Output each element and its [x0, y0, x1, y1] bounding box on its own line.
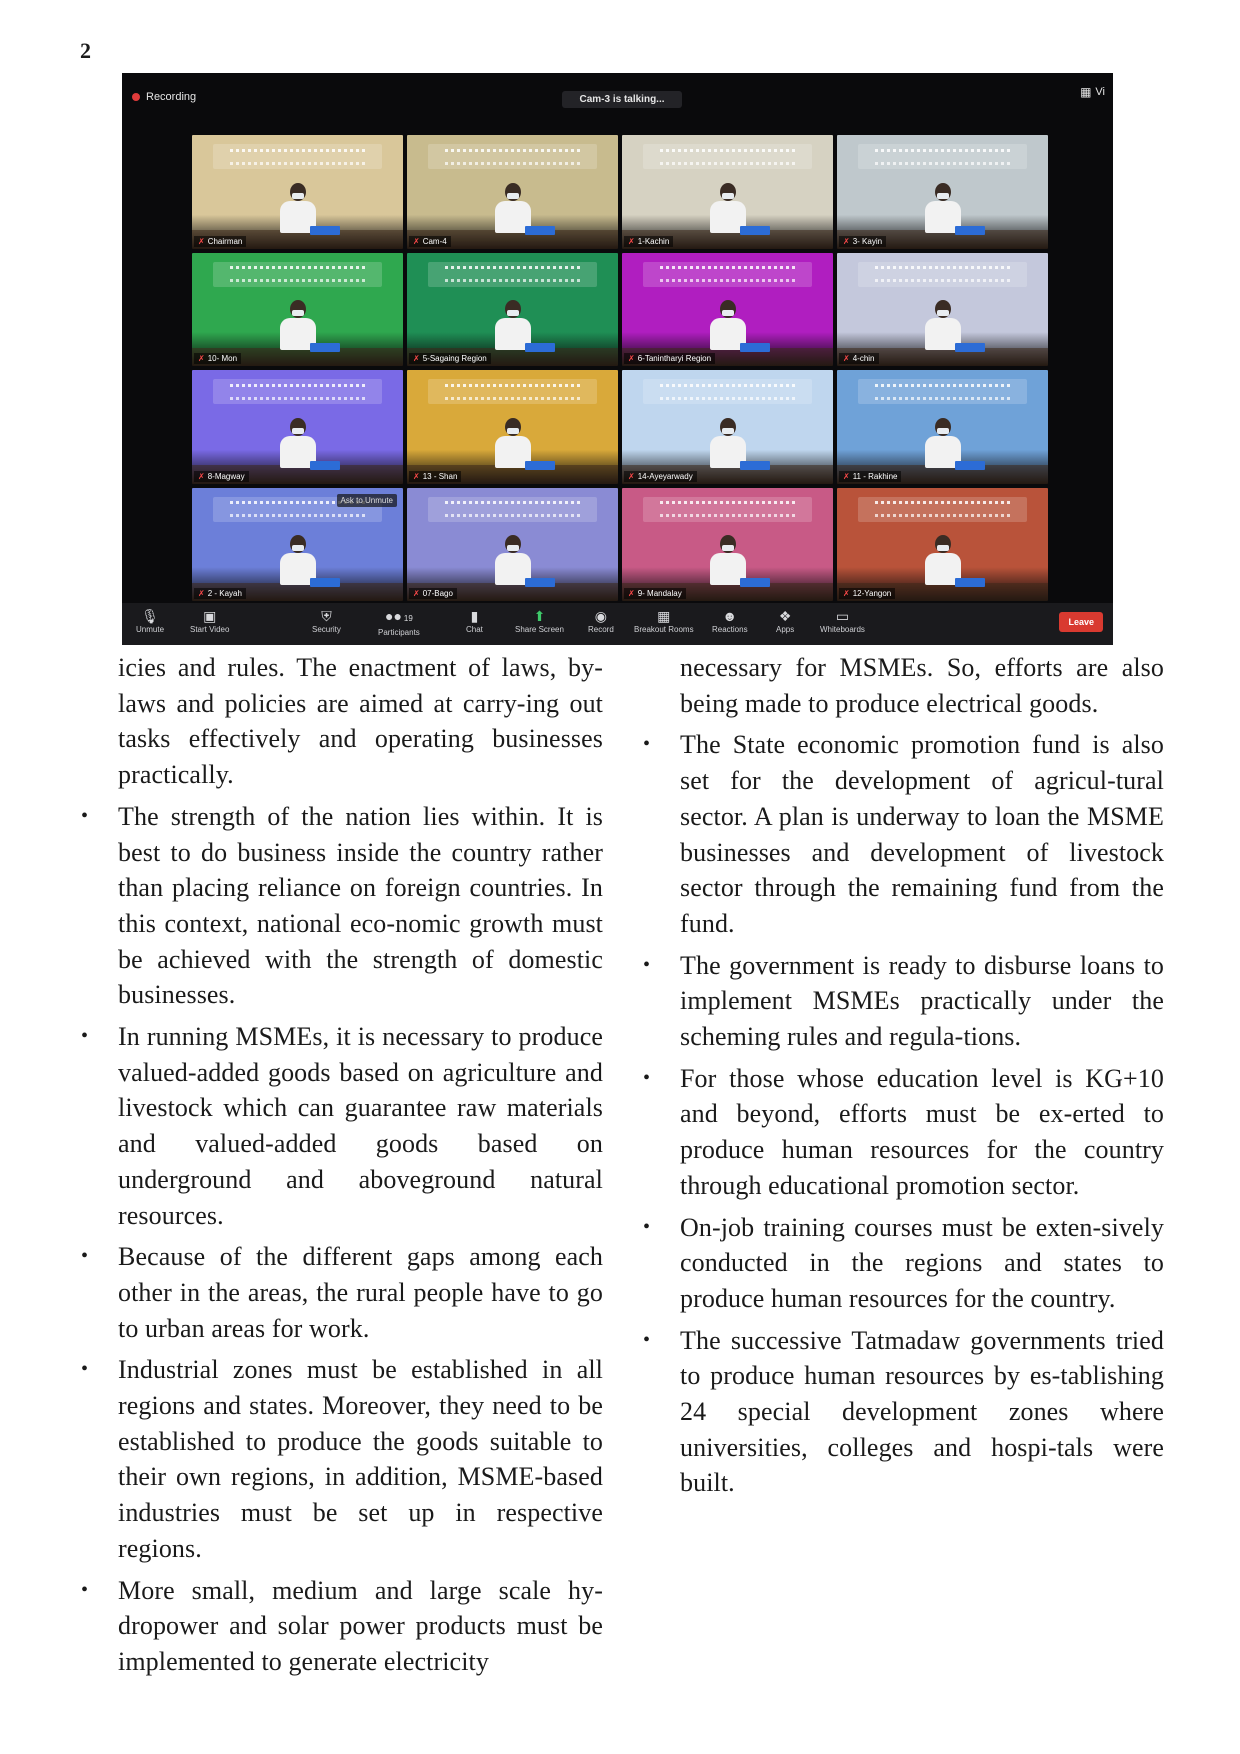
participant-tile	[407, 253, 618, 367]
tile-banner	[428, 497, 597, 522]
breakout-rooms-label: Breakout Rooms	[634, 625, 694, 634]
participant-name: 11 - Rakhine	[852, 471, 898, 481]
mic-off-icon: ✗	[198, 589, 205, 598]
nameplate	[955, 461, 985, 470]
bullet-text: • On-job training courses must be exten-sively conducted in the regions and states to produce human resources for the country.	[680, 1212, 1164, 1313]
start-video-control	[190, 607, 229, 634]
view-label: Vi	[1095, 86, 1105, 98]
participant-tile	[407, 370, 618, 484]
participant-name-label	[409, 236, 451, 247]
unmute-label: Unmute	[136, 625, 165, 634]
participant-name: 07-Bago	[422, 589, 453, 598]
record-control	[588, 607, 614, 634]
bullet-text: • The successive Tatmadaw governments tried to produce human resources by es-tablishing 24 special development zones where universities, colleges and hospi-tals were built.	[680, 1325, 1164, 1498]
tile-banner	[643, 144, 812, 169]
tile-banner	[213, 379, 382, 404]
reactions-label: Reactions	[712, 625, 748, 634]
right-lead-paragraph: necessary for MSMEs. So, efforts are also being made to produce electrical goods.	[680, 653, 1164, 718]
video-off-icon: ▣	[203, 608, 217, 624]
chat-bubble-icon: ▮	[470, 608, 479, 624]
participant-name-label	[624, 588, 686, 599]
mic-off-icon: ✗	[628, 236, 635, 246]
participants-count: 19	[403, 614, 413, 623]
share-screen-icon: ⬆	[533, 608, 546, 624]
participant-tile	[622, 370, 833, 484]
participant-name: 4-chin	[852, 354, 875, 363]
whiteboard-icon: ▭	[835, 608, 850, 624]
tile-banner	[428, 379, 597, 404]
nameplate	[310, 343, 340, 352]
apps-control	[776, 607, 794, 634]
bullet-text: • For those whose education level is KG+10 and beyond, efforts must be ex-erted to produce human resources for the country through educational promotion sector.	[680, 1063, 1164, 1200]
participant-name: Chairman	[207, 236, 243, 246]
mic-off-icon: ✗	[198, 354, 205, 363]
mic-off-icon: ✗	[843, 354, 850, 363]
tile-banner	[213, 262, 382, 287]
recording-dot-icon	[132, 93, 140, 101]
tile-banner	[428, 144, 597, 169]
nameplate	[310, 461, 340, 470]
meeting-toolbar	[122, 603, 1113, 645]
tile-banner	[643, 497, 812, 522]
bullet-item	[118, 1573, 603, 1680]
security-control	[312, 607, 341, 634]
participants-control	[378, 607, 420, 637]
participant-name: 5-Sagaing Region	[422, 354, 487, 363]
participant-name-label	[839, 236, 886, 247]
participant-name: 1-Kachin	[637, 236, 670, 246]
tile-banner	[213, 144, 382, 169]
bullet-item	[680, 1210, 1164, 1317]
participant-tile	[622, 488, 833, 602]
participant-tile	[837, 135, 1048, 249]
participant-name-label	[624, 353, 715, 364]
unmute-control	[136, 607, 164, 634]
right-bullet-list	[680, 727, 1164, 1501]
chat-label: Chat	[466, 625, 483, 634]
bullet-item	[118, 1239, 603, 1346]
bullet-text: • The government is ready to disburse loans to implement MSMEs practically under the scheming rules and regula-tions.	[680, 950, 1164, 1052]
participant-name: 6-Tanintharyi Region	[637, 354, 712, 363]
participant-name: 12-Yangon	[852, 589, 892, 598]
participant-tile	[192, 370, 403, 484]
mic-off-icon: ✗	[413, 589, 420, 598]
record-label: Record	[588, 625, 614, 634]
leave-button: Leave	[1059, 612, 1103, 632]
ask-to-unmute-label: Ask to Unmute	[337, 494, 397, 507]
mic-off-icon: ✗	[843, 471, 850, 481]
participant-name: 3- Kayin	[852, 236, 883, 246]
mic-off-icon: ✗	[628, 589, 635, 598]
mic-off-icon: ✗	[628, 471, 635, 481]
nameplate	[740, 343, 770, 352]
bullet-item	[680, 948, 1164, 1055]
nameplate	[740, 461, 770, 470]
active-speaker-label: Cam-3 is talking...	[562, 91, 682, 108]
bullet-item	[680, 1061, 1164, 1204]
participant-name-label	[839, 353, 879, 364]
participant-name: 2 - Kayah	[207, 589, 242, 598]
share-screen-label: Share Screen	[515, 625, 564, 634]
participant-tile	[407, 488, 618, 602]
participant-name-label	[624, 471, 697, 482]
left-column	[118, 650, 603, 1680]
nameplate	[525, 226, 555, 235]
participant-gallery	[192, 135, 1048, 601]
participant-name-label	[839, 588, 895, 599]
microphone-muted-icon: 🎙	[141, 608, 159, 624]
bullet-item	[118, 1019, 603, 1233]
nameplate	[740, 226, 770, 235]
mic-off-icon: ✗	[843, 236, 850, 246]
share-screen-control	[515, 607, 564, 634]
participant-name: 14-Ayeyarwady	[637, 471, 693, 481]
participants-icon: ●● 19	[384, 608, 413, 624]
participant-name: 9- Mandalay	[637, 589, 682, 598]
participant-name-label	[409, 588, 457, 599]
participant-name-label	[409, 471, 461, 482]
left-bullet-list	[118, 799, 603, 1680]
bullet-text: • The State economic promotion fund is also set for the development of agricul-tural sector. A plan is underway to loan the MSME businesses and development of livestock sector through the remaining fund from the fund.	[680, 730, 1164, 938]
apps-label: Apps	[776, 625, 795, 634]
mic-off-icon: ✗	[843, 589, 850, 598]
participant-name: Cam-4	[422, 236, 447, 246]
security-label: Security	[312, 625, 341, 634]
nameplate	[955, 343, 985, 352]
tile-banner	[858, 144, 1027, 169]
participant-name-label	[624, 236, 673, 247]
nameplate	[525, 461, 555, 470]
participant-name: 10- Mon	[207, 354, 238, 363]
video-conference-photo	[122, 73, 1113, 645]
smiley-icon: ☻	[722, 608, 738, 624]
bullet-text: • In running MSMEs, it is necessary to produce valued-added goods based on agriculture and livestock which can guarantee raw materials and valued-added goods based on underground and aboveground natural resources.	[118, 1022, 603, 1230]
right-column	[680, 650, 1164, 1501]
participant-name-label	[194, 353, 241, 364]
participant-tile	[192, 488, 403, 602]
mic-off-icon: ✗	[198, 471, 205, 481]
breakout-rooms-control	[634, 607, 694, 634]
bullet-text: • The strength of the nation lies within. It is best to do business inside the country rather than placing reliance on foreign countries. In this context, national eco-nomic growth must be achieved with the strength of domestic businesses.	[118, 801, 603, 1010]
breakout-rooms-icon: ▦	[657, 608, 671, 624]
tile-banner	[643, 379, 812, 404]
participants-label: Participants	[378, 628, 420, 637]
chat-control	[466, 607, 483, 634]
nameplate	[740, 578, 770, 587]
whiteboards-label: Whiteboards	[820, 625, 865, 634]
nameplate	[310, 226, 340, 235]
reactions-control	[712, 607, 748, 634]
mic-off-icon: ✗	[198, 236, 205, 246]
tile-banner	[858, 262, 1027, 287]
nameplate	[310, 578, 340, 587]
nameplate	[525, 343, 555, 352]
tile-banner	[643, 262, 812, 287]
participant-tile	[622, 253, 833, 367]
nameplate	[525, 578, 555, 587]
participant-tile	[407, 135, 618, 249]
participant-name: 8-Magway	[207, 471, 245, 481]
participant-name-label	[194, 471, 249, 482]
participant-tile	[192, 253, 403, 367]
left-lead-paragraph: icies and rules. The enactment of laws, by-laws and policies are aimed at carry-ing out tasks effectively and operating businesses practically.	[118, 653, 603, 790]
mic-off-icon: ✗	[413, 236, 420, 246]
start-video-label: Start Video	[190, 625, 230, 634]
tile-banner	[428, 262, 597, 287]
bullet-text: • Because of the different gaps among each other in the areas, the rural people have to go to urban areas for work.	[118, 1242, 603, 1343]
participant-name: 13 - Shan	[422, 471, 458, 481]
participant-name-label	[194, 236, 246, 247]
participant-name-label	[409, 353, 491, 364]
bullet-item	[680, 727, 1164, 941]
grid-view-icon: ▦	[1080, 85, 1092, 99]
tile-banner	[858, 497, 1027, 522]
participant-tile	[622, 135, 833, 249]
page-number: 2	[80, 38, 91, 63]
shield-icon: ⛨	[321, 608, 332, 624]
recording-indicator	[132, 91, 196, 103]
bullet-text: • Industrial zones must be established in all regions and states. Moreover, they need to be established to produce the goods suitable to their own regions, in addition, MSME-based industries must be set up in respective regions.	[118, 1355, 603, 1563]
record-icon: ◉	[594, 608, 607, 624]
participant-name-label	[839, 471, 901, 482]
mic-off-icon: ✗	[413, 471, 420, 481]
whiteboards-control	[820, 607, 865, 634]
apps-icon: ❖	[778, 608, 792, 624]
mic-off-icon: ✗	[413, 354, 420, 363]
bullet-item	[118, 799, 603, 1013]
nameplate	[955, 226, 985, 235]
participant-tile	[837, 370, 1048, 484]
recording-label: Recording	[146, 91, 197, 103]
bullet-item	[680, 1323, 1164, 1502]
participant-tile	[192, 135, 403, 249]
mic-off-icon: ✗	[628, 354, 635, 363]
bullet-item	[118, 1352, 603, 1566]
nameplate	[955, 578, 985, 587]
participant-name-label	[194, 588, 246, 599]
tile-banner	[858, 379, 1027, 404]
view-button	[1080, 85, 1105, 99]
bullet-text: • More small, medium and large scale hy-dropower and solar power products must be implemented to generate electricity	[118, 1575, 603, 1676]
meeting-top-bar	[122, 73, 1113, 133]
participant-tile	[837, 488, 1048, 602]
participant-tile	[837, 253, 1048, 367]
